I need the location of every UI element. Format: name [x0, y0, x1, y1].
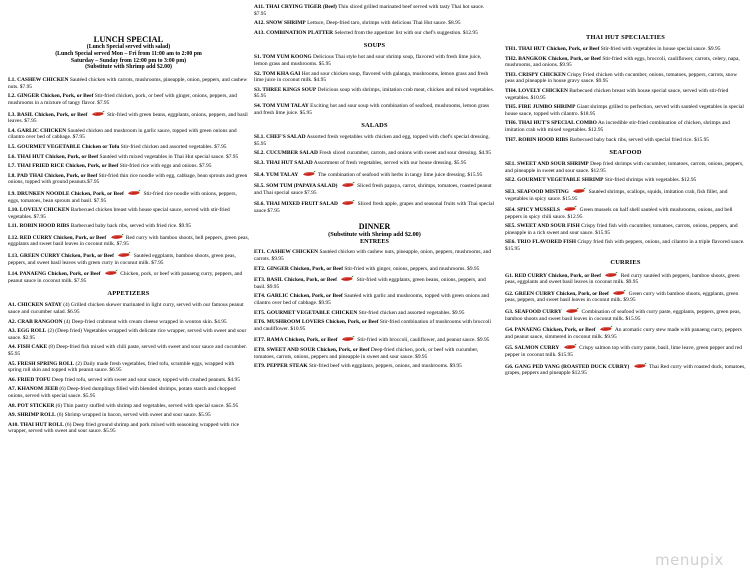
curries-heading: CURRIES	[610, 258, 641, 266]
menu-item	[505, 307, 746, 322]
menu-item-description: (4) Deep-fried crabmeat with cream cheese wrapped in wonton skin. $4.95	[63, 318, 227, 325]
menu-item-description: Fresh sliced cucumber, carrots, and onions with sweet and sour dressing. $4.95	[319, 150, 492, 157]
menu-item	[505, 205, 746, 220]
menu-item-description: (6) Deep-fried dumplings filled with blended shrimps, potato starch and chopped onions, served with special sauce. $5.95	[8, 386, 236, 399]
menu-item-description: Stir-fried shrimps with vegetables. $12.95	[604, 177, 697, 184]
menu-item-name: L4. GARLIC CHICKEN	[8, 127, 67, 134]
menu-item-description: Sautéed shrimps, scallops, squids, imitation crab, fish fillet, and vegetables in spicy sauce. $15.95	[505, 188, 728, 202]
menu-item	[8, 173, 249, 186]
appetizers-heading: APPETIZERS	[107, 290, 150, 298]
menu-item-name: A12. SNOW SHRIMP	[254, 20, 306, 27]
menu-item-description: Stir-fried with broccoli, cauliflower, and peanut sauce. $9.95	[357, 337, 490, 344]
menu-item-name: A7. KHANOM JEEB	[8, 386, 58, 393]
chili-pepper-icon	[116, 251, 131, 258]
menu-item-name: A4. FISH CAKE	[8, 344, 48, 351]
menu-item-name: G1. RED CURRY Chicken, Pork, or Beef	[505, 272, 602, 279]
menu-item-name: L6. THAI HUT Chicken, Pork, or Beef	[8, 153, 99, 160]
menu-item-name: A9. SHRIMP ROLL	[8, 412, 56, 419]
menu-item	[8, 251, 249, 266]
lunch-note-line: (Lunch Special served Mon – Fri from 11:00 am to 2:00 pm	[55, 50, 202, 57]
chili-pepper-icon	[611, 289, 626, 296]
menu-item-name: S1. TOM YUM KOONG	[254, 54, 312, 61]
chili-pepper-icon	[564, 307, 579, 314]
menu-item-description: Delicious soup with shrimps, imitation crab meat, chicken and mixed vegetables. $5.95	[254, 86, 495, 100]
menu-item-description: Stir-fried with eggplants, green beans, onions, peppers, and basil. $9.95	[254, 277, 486, 290]
menu-item-description: (6) Shrimp wrapped in bacon, served with sweet and sour sauce. $5.95	[56, 412, 211, 419]
menu-item-name: G6. GANG PED YANG (ROASTED DUCK CURRY)	[505, 363, 630, 370]
menu-item	[8, 207, 249, 220]
lunch-note-line: Saturday – Sunday from 12:00 pm to 3:00 pm)	[70, 57, 187, 64]
menu-item	[254, 275, 495, 290]
menu-item-description: Barbecued baby back ribs, served with fried rice. $9.95	[70, 223, 192, 230]
menu-item-description: An incredible stir-fried combination of chicken, shrimps and imitation crab with mixed vegetables. $12.95	[505, 120, 730, 133]
menu-item-name: ET3. BASIL Chicken, Pork, or Beef	[254, 277, 337, 284]
appetizer-items	[8, 302, 249, 435]
menu-item	[254, 54, 495, 67]
curry-items	[505, 271, 746, 377]
menu-item-name: SE5. SWEET AND SOUR FISH	[505, 223, 580, 230]
chili-pepper-icon	[571, 187, 586, 194]
chili-pepper-icon	[562, 205, 577, 212]
menu-item-description: Deep-fried chicken, pork, or beef with cucumber, tomatoes, carrots, onions, peppers and pineapple in sweet and sour sauce. $9.95	[254, 347, 479, 360]
menu-item-description: Sliced fresh papaya, carrot, shrimps, tomatoes, roasted peanut and Thai special sauce $7.95	[254, 183, 492, 196]
menu-item	[505, 56, 746, 69]
menu-item-description: Sautéed with garlic and mushrooms, topped with green onions and cilantro over bed of cabbage. $9.95	[254, 293, 490, 307]
menu-item-name: ET4. GARLIC Chicken, Pork, or Beef	[254, 293, 343, 300]
chili-pepper-icon	[301, 170, 316, 177]
menu-item	[8, 377, 249, 384]
lunch-special-header	[8, 34, 249, 71]
menu-item-name: SL5. SOM TUM (PAPAYA SALAD)	[254, 183, 338, 190]
menu-item-name: TH7. ROBIN HOOD RIBS	[505, 136, 569, 143]
menu-item-description: Green curry with bamboo shoots, eggplants, green peas, peppers, and sweet basil leaves in coconut milk. $9.95	[505, 290, 739, 304]
dinner-header	[254, 222, 495, 245]
chili-pepper-icon	[103, 269, 118, 276]
chili-pepper-icon	[339, 275, 354, 282]
menu-item-description: Stir-fried thin rice noodle with egg, cabbage, bean sprouts and green onions, topped with ground peanuts.$7.95	[8, 172, 248, 186]
menu-item	[8, 302, 249, 315]
menu-item-description: Crispy salmon top with curry paste, basil, lime leave, green pepper and red pepper in coconut milk. $15.95	[505, 345, 742, 358]
menu-item-description: Stir-fried rice with eggs and onions. $7.95	[119, 163, 212, 170]
menu-item	[505, 239, 746, 252]
menu-item	[254, 310, 495, 317]
chili-pepper-icon	[340, 181, 355, 188]
menu-item-description: Combination of seafood with curry paste, eggplants, peppers, green peas, bamboo shoots and sweet basil leaves in coconut milk. $15.95	[505, 309, 741, 322]
menu-item-name: SE6. TRIO FLAVORED FISH	[505, 239, 576, 246]
menu-item	[505, 137, 746, 144]
menu-item-description: Giant shrimps grilled to perfection, served with sautéed vegetables in special house sauce, topped with cilantro. $18.95	[505, 104, 744, 117]
menu-item	[8, 386, 249, 399]
menu-item-name: SL6. THAI MIXED FRUIT SALAD	[254, 201, 338, 208]
menu-item-description: Green mussels on half shell sautéed with mushrooms, onions, and bell peppers in spicy chili sauce. $12.95	[505, 207, 733, 220]
menu-item-name: TH5. FIRE JUMBO SHRIMP	[505, 104, 576, 111]
entree-items	[254, 249, 495, 369]
menu-item-description: Chicken, pork, or beef with panaeng curry, peppers, and peanut sauce in coconut milk. $7.95	[8, 271, 243, 284]
menu-item	[254, 103, 495, 116]
menu-item-name: L12. RED CURRY Chicken, Pork, or Beef	[8, 234, 107, 241]
menu-item-description: Sautéed with mixed vegetables in Thai Hut special sauce. $7.95	[99, 153, 239, 160]
menu-item	[8, 269, 249, 284]
menu-item-name: A6. FRIED TOFU	[8, 376, 51, 383]
menu-item-description: Sliced fresh apple, grapes and seasonal fruits with Thai special sauce $7.95	[254, 201, 495, 214]
menu-item	[505, 72, 746, 85]
menu-item-description: Stir-fried with green beans, eggplants, onions, peppers, and basil leaves. $7.95	[8, 111, 248, 125]
menu-item-name: S3. THREE KINGS SOUP	[254, 86, 317, 93]
appetizer-items-continued	[254, 4, 495, 36]
soups-heading: SOUPS	[363, 42, 386, 50]
menu-item-name: A1. CHICKEN SATAY	[8, 302, 62, 309]
salads-heading: SALADS	[361, 122, 388, 130]
menu-item-name: SE2. GOURMET VEGETABLE SHRIMP	[505, 177, 604, 184]
menu-item-description: Exciting hot and sour soup with combination of seafood, mushrooms, lemon grass and fresh lime juice. $5.95	[254, 102, 490, 116]
menu-item	[254, 347, 495, 360]
menu-item	[254, 87, 495, 100]
menu-item-name: L14. PANAENG Chicken, Pork, or Beef	[8, 271, 101, 278]
menu-item	[254, 170, 495, 179]
menu-item-description: Crispy fried fish with peppers, onions, and cilantro in a triple flavored sauce. $15.95	[505, 239, 745, 253]
menu-item-description: Barbecued chicken breast with house special sauce, served with stir-fried vegetables. $10.95	[505, 87, 729, 101]
menu-item	[254, 249, 495, 262]
menu-item-description: Assortment of fresh vegetables, served with our house dressing. $5.95	[313, 159, 467, 166]
menu-item-description: (6) Deep fried ground shrimp and pork mixed with seasoning wrapped with rice wrapper, served with sweet and sour sauce. $5.95	[8, 421, 240, 435]
menu-item-description: Barbecued baby back ribs, served with special fried rice. $15.95	[569, 136, 710, 143]
menu-item-description: Stir-fried beef with eggplants, peppers, onions, and mushrooms. $9.95	[309, 363, 462, 370]
menu-item-name: SE1. SWEET AND SOUR SHRIMP	[505, 161, 589, 168]
specialties-heading: THAI HUT SPECIALTIES	[586, 34, 665, 41]
watermark-logo: menupix	[655, 551, 724, 569]
menu-item-name: TH3. CRISPY CHICKEN	[505, 71, 566, 78]
menu-item-name: L3. BASIL Chicken, Pork, or Beef	[8, 111, 88, 118]
menu-item	[8, 328, 249, 341]
dinner-subtitle: (Substitute with Shrimp add $2.00)	[328, 231, 421, 239]
menu-item-name: L8. PAD THAI Chicken, Pork, or Beef	[8, 172, 98, 179]
menu-item-name: ET7. RAMA Chicken, Pork, or Beef	[254, 337, 338, 344]
menu-item-name: ET5. GOURMET VEGETABLE CHICKEN	[254, 309, 358, 316]
menu-item-description: Sautéed chicken with carrots, mushrooms, pineapple, onion, peppers, and cashew nuts. $7.95	[8, 77, 248, 90]
dinner-title: DINNER	[358, 222, 391, 232]
menu-item-description: Thai Red curry with roasted duck, tomatoes, grapes, peppers and pineapple $12.95	[505, 363, 746, 377]
menu-item-name: L1. CASHEW CHICKEN	[8, 77, 69, 84]
menu-item	[505, 161, 746, 174]
menu-item-name: G5. SALMON CURRY	[505, 345, 560, 352]
menu-item	[254, 266, 495, 273]
menu-item-name: TH6. THAI HUT'S SPECIAL COMBO	[505, 120, 597, 127]
menu-item	[505, 120, 746, 133]
menu-item	[8, 403, 249, 410]
menu-item-description: Deep fried shrimps with cucumber, tomatoes, carrots, onions, peppers, and pineapple in sweet and sour sauce. $12.95	[505, 161, 744, 174]
menu-item-name: L11. ROBIN HOOD RIBS	[8, 223, 70, 230]
menu-item	[254, 150, 495, 157]
menu-item	[8, 361, 249, 374]
menu-item	[505, 362, 746, 377]
menu-item-name: SL4. YUM TALAY	[254, 171, 299, 178]
menu-item	[8, 163, 249, 170]
menu-item-name: ET9. PEPPER STEAK	[254, 363, 308, 370]
menu-item	[254, 319, 495, 332]
lunch-special-title: LUNCH SPECIAL	[93, 34, 164, 44]
menu-item	[505, 88, 746, 101]
menu-item	[8, 189, 249, 204]
menu-item-description: (4) Grilled chicken skewer marinated in light curry, served with our famous peanut sauce and cucumber salad. $6.95	[8, 302, 244, 316]
menu-item-name: G2. GREEN CURRY Chicken, Pork, or Beef	[505, 290, 609, 297]
menu-item-description: An aromatic curry stew made with panaeng curry, peppers and peanut sauce, simmered in coconut milk. $9.95	[505, 327, 742, 340]
menu-item-name: A5. FRESH SPRING ROLL	[8, 360, 75, 367]
menu-item-description: Crispy fried fish with cucumber, tomatoes, carrots, onions, peppers, and pineapple in a rich sweet and sour sauce. $15.95	[505, 223, 738, 236]
menu-column-left	[8, 4, 249, 438]
menu-item	[8, 319, 249, 326]
entrees-heading: ENTREES	[360, 238, 389, 246]
seafood-heading: SEAFOOD	[609, 149, 642, 157]
menu-item-description: Sautéed chicken and mushroom in garlic sauce, topped with green onions and cilantro over bed of cabbage. $7.95	[8, 127, 237, 141]
menu-item	[254, 363, 495, 370]
menu-item-name: S4. TOM YUM TALAY	[254, 102, 309, 109]
menu-item	[254, 30, 495, 37]
menu-item-name: SL2. CUCUMBER SALAD	[254, 150, 318, 157]
menu-item	[8, 154, 249, 161]
menu-item	[505, 271, 746, 286]
menu-item-name: TH2. BANGKOK Chicken, Pork, or Beef	[505, 55, 601, 62]
menu-item-description: Hot and sour chicken soup, flavored with galanga, mushrooms, lemon grass and fresh lime juice in coconut milk. $4.95	[254, 70, 489, 84]
menu-item	[8, 422, 249, 435]
menu-item	[8, 128, 249, 141]
menu-item-name: SL3. THAI HUT SALAD	[254, 159, 313, 166]
menu-item-name: L10. LOVELY CHICKEN	[8, 207, 70, 214]
menu-item-name: L7. THAI FRIED RICE Chicken, Pork, or Beef	[8, 163, 119, 170]
menu-item-description: Barbecued chicken breast with house special sauce, served with stir-fried vegetables. $7.95	[8, 207, 230, 220]
menu-item-description: The combination of seafood with herbs in tangy lime juice dressing. $15.95	[317, 171, 483, 178]
menu-item-name: A2. CRAB RANGOON	[8, 318, 63, 325]
menu-item-description: (8) Deep-fried fish mixed with chili paste, served with sweet and sour sauce and cucumber. $5.95	[8, 344, 247, 357]
menu-item	[505, 289, 746, 304]
menu-item-name: S2. TOM KHA GAI	[254, 70, 301, 77]
specialty-items	[505, 46, 746, 143]
menu-item-description: Red curry with bamboo shoots, bell peppers, green peas, eggplants and sweet basil leaves in coconut milk. $7.95	[8, 234, 249, 248]
menu-item	[254, 335, 495, 344]
menu-item	[8, 412, 249, 419]
menu-item-description: Sautéed chicken with cashew nuts, pineapple, onion, peppers, mushrooms, and carrots. $9.95	[254, 249, 492, 263]
menu-item	[254, 293, 495, 306]
menu-item-name: L13. GREEN CURRY Chicken, Pork, or Beef	[8, 253, 114, 260]
menu-item-name: L5. GOURMET VEGETABLE Chicken or Tofu	[8, 143, 120, 150]
menu-item-name: L9. DRUNKEN NOODLE Chicken, Pork, or Beef	[8, 190, 124, 197]
menu-item-description: Thin sliced grilled marinated beef served with tasty Thai hot sauce. $7.95	[254, 4, 485, 17]
menu-item-name: A11. THAI CRYING TIGER (Beef)	[254, 4, 337, 10]
chili-pepper-icon	[109, 233, 124, 240]
soup-items	[254, 54, 495, 116]
menu-column-right	[505, 4, 746, 380]
menu-item	[254, 4, 495, 17]
menu-item-description: (2) Daily made fresh vegetables, fried tofu, scramble eggs, wrapped with spring roll skin and topped with peanut sauce. $6.95	[8, 360, 235, 374]
chili-pepper-icon	[603, 271, 618, 278]
menu-item-name: ET8. SWEET AND SOUR Chicken, Pork, or Beef	[254, 347, 370, 353]
menu-item	[254, 160, 495, 167]
menu-item	[505, 325, 746, 340]
chili-pepper-icon	[562, 343, 577, 350]
lunch-note-line: (Substitute with Shrimp add $2.00)	[85, 64, 172, 71]
menu-item-description: Sautéed eggplants, bamboo shoots, green peas, peppers, and sweet basil leaves with green curry in coconut milk. $7.95	[8, 253, 236, 266]
menu-item-name: A13. COMBINATION PLATTER	[254, 29, 334, 36]
menu-item-description: Stir-fried chicken and assorted vegetables. $9.95	[358, 309, 465, 316]
menu-item-description: Stir-fried chicken and assorted vegetables. $7.95	[120, 143, 227, 150]
menu-item-name: TH1. THAI HUT Chicken, Pork, or Beef	[505, 46, 600, 52]
menu-item	[8, 110, 249, 125]
chili-pepper-icon	[340, 199, 355, 206]
menu-item-description: Assorted fresh vegetables with chicken and egg, topped with chef's special dressing. $5.95	[254, 134, 490, 147]
menu-item-name: SE4. SPICY MUSSELS	[505, 207, 560, 214]
menu-item-name: G3. SEAFOOD CURRY	[505, 309, 562, 316]
menu-item-description: Stir-fried with vegetables in house special sauce. $9.95	[600, 46, 721, 52]
menu-item	[505, 223, 746, 236]
menu-item	[505, 104, 746, 117]
menu-item-name: A3. EGG ROLL	[8, 328, 47, 335]
menu-item-description: (6) Thin pastry stuffed with shrimp and vegetables, served with special sauce. $5.95	[55, 402, 239, 409]
menu-item-name: L2. GINGER Chicken, Pork, or Beef	[8, 93, 94, 100]
menu-item	[8, 93, 249, 106]
chili-pepper-icon	[90, 110, 105, 117]
chili-pepper-icon	[632, 362, 647, 369]
menu-item	[8, 144, 249, 151]
menu-item-name: G4. PANAENG Chicken, Pork, or Beef	[505, 327, 596, 334]
menu-column-middle	[254, 4, 495, 373]
menu-item	[254, 134, 495, 147]
menu-item-description: Stir-fried chicken, pork, or beef with ginger, onions, peppers, and mushrooms in a mixture of tangy flavor. $7.95	[8, 93, 237, 106]
menu-item	[254, 71, 495, 84]
menu-item-description: Stir-fried with eggs, broccoli, cauliflower, carrots, celery, napa, mushrooms, and onions. $9.95	[505, 55, 740, 69]
menu-item-description: Deep fried tofu, served with sweet and sour sauce, topped with crushed peanuts. $4.95	[51, 376, 240, 383]
menu-item	[505, 46, 746, 53]
menu-item	[254, 20, 495, 27]
chili-pepper-icon	[126, 189, 141, 196]
menu-item-name: ET2. GINGER Chicken, Pork, or Beef	[254, 265, 344, 272]
salad-items	[254, 134, 495, 214]
menu-item-name: SL1. CHEF'S SALAD	[254, 134, 306, 141]
menu-item	[254, 199, 495, 214]
menu-item	[505, 343, 746, 358]
menu-item-description: Stir-fried rice noodle with onions, peppers, eggs, tomatoes, bean sprouts and basil. $7.95	[8, 190, 237, 204]
menu-item	[8, 344, 249, 357]
menu-item	[8, 77, 249, 90]
menu-item-description: Red curry sautéed with peppers, bamboo shoots, green peas, eggplants and sweet basil leaves in coconut milk. $9.95	[505, 272, 740, 286]
menu-item-description: Lettuce, Deep-fried taro, shrimps with delicious Thai Hut sauce. $8.95	[307, 20, 461, 27]
menu-item-name: TH4. LOVELY CHICKEN	[505, 87, 568, 94]
menu-item	[254, 181, 495, 196]
menu-item	[505, 177, 746, 184]
menu-item-description: Crispy Fried chicken with cucumber, onions, tomatoes, peppers, carrots, snow peas and pineapple in house gravy sauce. $9.95	[505, 71, 738, 85]
menu-item-name: A10. THAI HUT ROLL	[8, 421, 64, 428]
seafood-items	[505, 161, 746, 253]
lunch-items	[8, 77, 249, 284]
lunch-note-line: (Lunch Special served with salad)	[86, 44, 171, 50]
chili-pepper-icon	[598, 325, 613, 332]
menu-item	[8, 223, 249, 230]
menu-item-name: ET1. CASHEW CHICKEN	[254, 249, 319, 256]
menu-item-name: A8. POT STICKER	[8, 402, 55, 409]
menu-item-description: Stir-fried combination of mushrooms with broccoli and cauliflower. $10.95	[254, 319, 492, 332]
chili-pepper-icon	[340, 335, 355, 342]
menu-item-description: Selected from the appetizer list with our chef's suggestion. $12.95	[334, 29, 478, 36]
menu-item-description: Delicious Thai style hot and sour shrimp soup, flavored with fresh lime juice, lemon grass and mushrooms. $5.95	[254, 54, 482, 67]
menu-item	[505, 187, 746, 202]
menu-item-description: Stir-fried with ginger, onions, peppers, and mushrooms. $9.95	[344, 265, 480, 272]
menu-item-description: (2) (Deep fried) Vegetables wrapped with delicate rice wrapper, served with sweet and sour sauce. $2.95	[8, 328, 247, 341]
menu-item	[8, 233, 249, 248]
menu-item-name: SE3. SEAFOOD MISTING	[505, 188, 569, 195]
menu-item-name: ET6. MUSHROOM LOVERS Chicken, Pork, or Beef	[254, 319, 379, 326]
